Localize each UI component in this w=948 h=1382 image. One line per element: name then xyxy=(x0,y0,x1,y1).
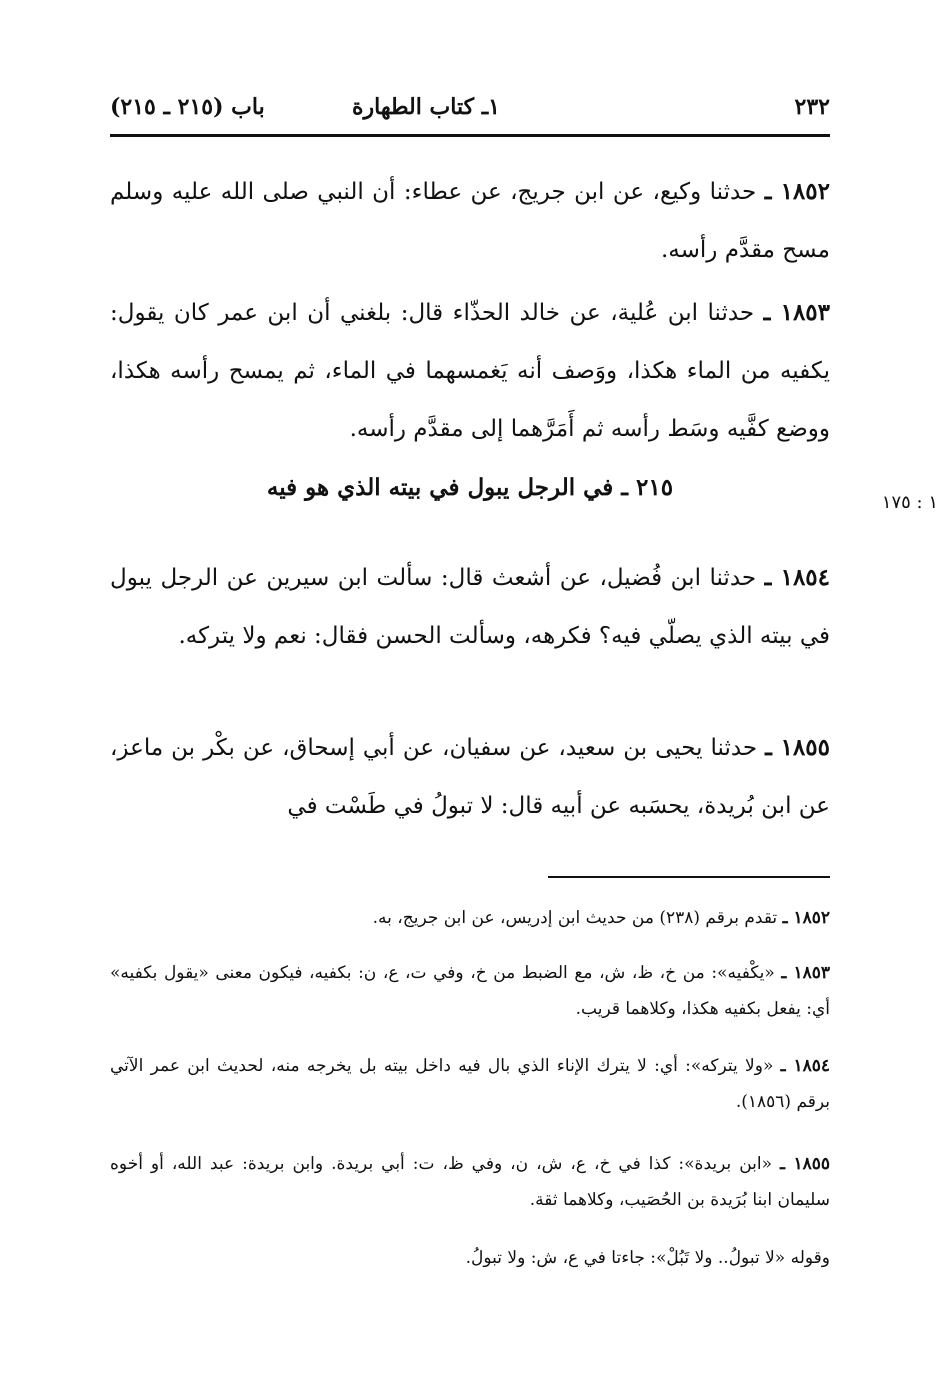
footnote-number: ١٨٥٣ ـ xyxy=(781,963,830,983)
book-title: ١ـ كتاب الطهارة xyxy=(352,94,500,120)
footnote-1855-continued: وقوله «لا تبولُ.. ولا تَبُلْ»: جاءتا في ع، ش: ولا تبولُ. xyxy=(465,1248,830,1268)
footnote-rule xyxy=(548,876,830,878)
hadith-number: ١٨٥٥ ـ xyxy=(765,734,830,761)
footnote-1855 xyxy=(110,1146,830,1218)
footnote-text: «ابن بريدة»: كذا في خ، ع، ش، ن، وفي ظ، ت: أبي بريدة. وابن بريدة: عبد الله، أو أخوه سليمان ابنا بُرَيدة بن الحُصَيب، وكلاهما ثقة. xyxy=(110,1154,830,1210)
footnote-1854 xyxy=(110,1048,830,1120)
footnote-1853 xyxy=(110,955,830,1027)
page-header xyxy=(110,92,830,128)
footnote-text: تقدم برقم (٢٣٨) من حديث ابن إدريس، عن ابن جريج، به. xyxy=(372,908,783,928)
hadith-number: ١٨٥٤ ـ xyxy=(764,564,831,591)
hadith-text: حدثنا وكيع، عن ابن جريج، عن عطاء: أن النبي صلى الله عليه وسلم مسح مقدَّم رأسه. xyxy=(110,179,830,263)
hadith-1855 xyxy=(110,719,830,835)
hadith-text: حدثنا يحيى بن سعيد، عن سفيان، عن أبي إسحاق، عن بكْر بن ماعز، عن ابن بُريدة، يحسَبه عن أبيه قال: لا تبولُ في طَسْت في xyxy=(110,735,830,819)
footnote-number: ١٨٥٤ ـ xyxy=(780,1056,830,1076)
hadith-1854 xyxy=(110,549,830,665)
chapter-reference: باب (٢١٥ ـ ٢١٥) xyxy=(110,94,265,120)
footnote-text: «ولا يتركه»: أي: لا يترك الإناء الذي بال فيه داخل بيته بل يخرجه منه، لحديث ابن عمر الآتي برقم (١٨٥٦). xyxy=(110,1056,830,1112)
footnote-number: ١٨٥٥ ـ xyxy=(779,1154,830,1174)
footnote-number: ١٨٥٢ ـ xyxy=(782,908,830,928)
hadith-text: حدثنا ابن فُضيل، عن أشعث قال: سألت ابن سيرين عن الرجل يبول في بيته الذي يصلّي فيه؟ فكرهه، وسألت الحسن فقال: نعم ولا يتركه. xyxy=(110,565,830,649)
footnote-text: «يكْفيه»: من خ، ظ، ش، مع الضبط من خ، وفي ت، ع، ن: بكفيه، فيكون معنى «يقول بكفيه» أي: يفعل بكفيه هكذا، وكلاهما قريب. xyxy=(110,963,830,1019)
hadith-number: ١٨٥٢ ـ xyxy=(764,178,830,205)
hadith-text: حدثنا ابن عُلية، عن خالد الحذّاء قال: بلغني أن ابن عمر كان يقول: يكفيه من الماء هكذا، ووَصف أنه يَغمسهما في الماء، ثم يمسح رأسه هكذا، ووضع كفَّيه وسَط رأسه ثم أَمَرَّهما إلى مقدَّم رأسه. xyxy=(110,300,830,442)
chapter-heading: ٢١٥ ـ في الرجل يبول في بيته الذي هو فيه xyxy=(266,474,674,501)
footnote-1852 xyxy=(110,900,830,936)
hadith-1853 xyxy=(110,284,830,458)
page-number: ٢٣٢ xyxy=(794,94,830,120)
margin-reference: ١ : ١٧٥ xyxy=(881,492,938,513)
hadith-1852 xyxy=(110,163,830,279)
hadith-number: ١٨٥٣ ـ xyxy=(763,299,831,326)
header-rule xyxy=(110,134,830,137)
